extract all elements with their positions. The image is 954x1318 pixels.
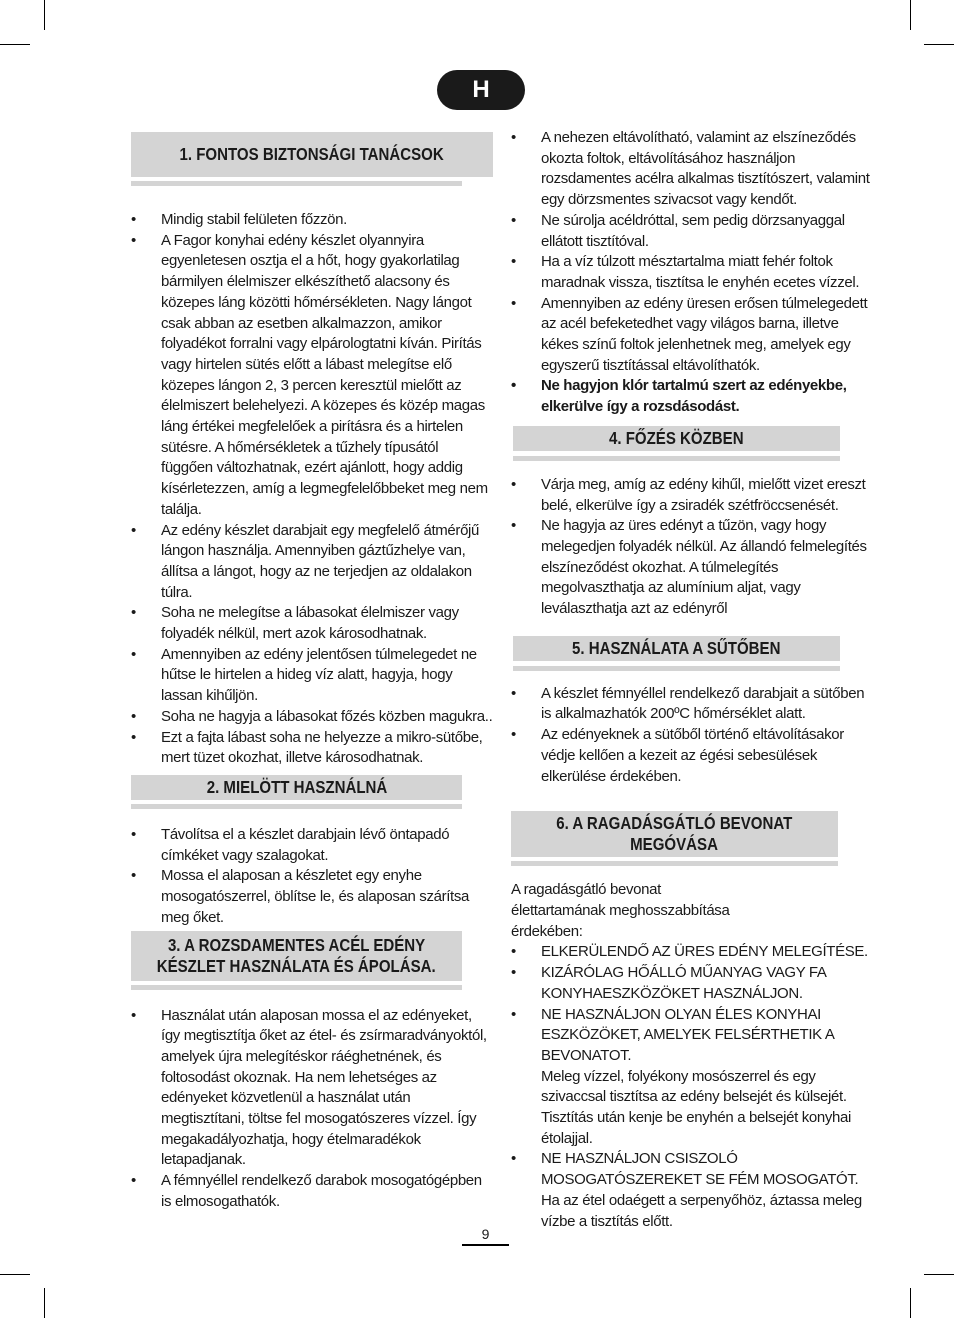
list-item: • A nehezen eltávolítható, valamint az elszíneződés okozta foltok, eltávolításához használjon rozsdamentes acélra alkalmas tisztítószert, valamint egy dörzsmentes szivacsot vagy kendőt. bbox=[511, 128, 873, 211]
section-divider bbox=[131, 181, 462, 186]
list-item bbox=[511, 1149, 873, 1232]
list-item: • Soha ne melegítse a lábasokat élelmiszer vagy folyadék nélkül, mert azok károsodhatnak. bbox=[131, 603, 493, 644]
section-3-list bbox=[131, 1006, 493, 1213]
section-divider bbox=[511, 861, 838, 866]
section-4-list bbox=[511, 475, 873, 620]
section-2-title: 2. MIELÖTT HASZNÁLNÁ bbox=[206, 776, 387, 797]
crop-mark bbox=[44, 1288, 45, 1318]
crop-mark bbox=[0, 44, 30, 45]
language-badge: H bbox=[437, 70, 525, 110]
left-column bbox=[131, 132, 493, 1213]
list-item: • Mossa el alaposan a készletet egy enyhe mosogatószerrel, öblítse le, és alaposan szárítsa meg őket. bbox=[131, 866, 493, 928]
list-item: • A Fagor konyhai edény készlet olyannyira egyenletesen osztja el a hőt, hogy gyakorlatilag bármilyen élelmiszer elkészíthető alacsony és közepes láng közötti hőmérsékleten. Nagy lángot csak abban az esetben alkalmazzon, amikor folyadékot forralni vagy elpárologtatni kíván. Pirítás vagy hirtelen sütés előtt a lábast melegítse elő közepes lángon 2, 3 percen keresztül mielőtt az élelmiszert belehelyezi. A közepes és közép magas láng értékei megfelelőek a pirításra és a hirtelen sütésre. A hőmérsékletek a tűzhely típusától függően változhatnak, ezért ajánlott, hogy addig kísérletezzen, amíg a legmegfelelőbbeket meg nem találja. bbox=[131, 231, 493, 521]
section-5-list bbox=[511, 684, 873, 788]
section-divider bbox=[513, 456, 840, 461]
section-divider bbox=[513, 666, 840, 671]
list-item: • KIZÁRÓLAG HŐÁLLÓ MŰANYAG VAGY FA KONYHAESZKÖZÖKET HASZNÁLJON. bbox=[511, 963, 873, 1004]
section-6-title-line2: MEGÓVÁSA bbox=[630, 834, 719, 855]
section-divider bbox=[131, 804, 462, 809]
section-3-title-line2: KÉSZLET HASZNÁLATA ÉS ÁPOLÁSA. bbox=[157, 955, 436, 976]
list-item-text: • NE HASZNÁLJON CSISZOLÓ MOSOGATÓSZEREKET SE FÉM MOSOGATÓT. bbox=[541, 1150, 859, 1189]
list-item: • Ne súrolja acéldróttal, sem pedig dörzsanyaggal ellátott tisztítóval. bbox=[511, 211, 873, 252]
list-item-note: Meleg vízzel, folyékony mosószerrel és egy szivaccsal tisztítsa az edény belsejét és külsejét. Tisztítás után kenje be enyhén a belsejét konyhai étolajjal. bbox=[541, 1067, 852, 1147]
list-item: • Soha ne hagyja a lábasokat főzés közben magukra.. bbox=[131, 707, 493, 728]
page-number: 9 bbox=[481, 1226, 490, 1242]
list-item-text: • NE HASZNÁLJON OLYAN ÉLES KONYHAI ESZKÖZÖKET, AMELYEK FELSÉRTHETIK A BEVONATOT. bbox=[541, 1005, 834, 1064]
section-5-heading bbox=[513, 636, 840, 661]
section-3-title-line1: 3. A ROZSDAMENTES ACÉL EDÉNY bbox=[167, 934, 426, 955]
section-6-intro: A ragadásgátló bevonat élettartamának meghosszabbítása érdekében: bbox=[511, 881, 730, 940]
list-item: • A fémnyéllel rendelkező darabok mosogatógépben is elmosogathatók. bbox=[131, 1171, 493, 1212]
list-item: • Használat után alaposan mossa el az edényeket, így megtisztítja őket az étel- és zsírmaradványoktól, amelyek újra melegítéskor ráéghetnének, és foltosodást okoznak. Ha nem lehetséges az edényeket közvetlenül a használat után megtisztítani, töltse fel mosogatószeres vízzel. Így megakadályozhatja, hogy ételmaradékok letapadjanak. bbox=[131, 1006, 493, 1172]
list-item: • ELKERÜLENDŐ AZ ÜRES EDÉNY MELEGÍTÉSE. bbox=[511, 942, 873, 963]
list-item-note: Ha az étel odaégett a serpenyőhöz, áztassa meleg vízbe a tisztítás előtt. bbox=[541, 1191, 862, 1230]
list-item: • Mindig stabil felületen főzzön. bbox=[131, 210, 493, 231]
section-4-heading bbox=[513, 426, 840, 451]
section-2-list bbox=[131, 825, 493, 929]
crop-mark bbox=[924, 1274, 954, 1275]
section-3-list-continued bbox=[511, 128, 873, 418]
list-item: • Távolítsa el a készlet darabjain lévő öntapadó címkéket vagy szalagokat. bbox=[131, 825, 493, 866]
section-divider bbox=[131, 985, 462, 990]
section-6-title-line1: 6. A RAGADÁSGÁTLÓ BEVONAT bbox=[556, 813, 793, 834]
list-item: • A készlet fémnyéllel rendelkező darabjait a sütőben is alkalmazhatók 200ºC hőmérséklet alatt. bbox=[511, 684, 873, 725]
section-6-list bbox=[511, 942, 873, 1232]
list-item-emphasis: • Ne hagyjon klór tartalmú szert az edényekbe, elkerülve így a rozsdásodást. bbox=[511, 376, 873, 417]
list-item bbox=[511, 1005, 873, 1150]
section-3-heading bbox=[131, 931, 462, 981]
list-item: • Az edényeknek a sütőből történő eltávolításakor védje kellően a kezeit az égési sebesülések elkerülése érdekében. bbox=[511, 725, 873, 787]
crop-mark bbox=[910, 1288, 911, 1318]
crop-mark bbox=[924, 44, 954, 45]
crop-mark bbox=[910, 0, 911, 30]
list-item: • Amennyiben az edény üresen erősen túlmelegedett az acél befeketedhet vagy világos barna, illetve kékes színű foltok jelenhetnek meg, amelyek egy egyszerű tisztítással eltávolíthatók. bbox=[511, 294, 873, 377]
section-5-title: 5. HASZNÁLATA A SŰTŐBEN bbox=[572, 637, 781, 658]
list-item: • Az edény készlet darabjait egy megfelelő átmérőjű lángon használja. Amennyiben gáztűzhelye van, állítsa a lángot, hogy az ne terjedjen az oldalakon túlra. bbox=[131, 521, 493, 604]
list-item: • Várja meg, amíg az edény kihűl, mielőtt vizet ereszt belé, elkerülve így a zsiradék szétfröccsenését. bbox=[511, 475, 873, 516]
right-column bbox=[511, 128, 873, 1232]
list-item: • Ha a víz túlzott mésztartalma miatt fehér foltok maradnak vissza, tisztítsa le enyhén ecetes vízzel. bbox=[511, 252, 873, 293]
section-1-heading bbox=[131, 132, 493, 177]
list-item: • Ne hagyja az üres edényt a tűzön, vagy hogy melegedjen folyadék nélkül. Az állandó felmelegítés elszíneződést okozhat. A túlmelegítés megolvaszthatja az alumínium aljat, vagy leválaszthatja azt az edényről bbox=[511, 516, 873, 620]
list-item: • Amennyiben az edény jelentősen túlmelegedet ne hűtse le hirtelen a hideg víz alatt, hagyja, hogy lassan kihűljön. bbox=[131, 645, 493, 707]
section-1-title: 1. FONTOS BIZTONSÁGI TANÁCSOK bbox=[179, 144, 445, 164]
crop-mark bbox=[44, 0, 45, 30]
section-2-heading bbox=[131, 775, 462, 800]
list-item: • Ezt a fajta lábast soha ne helyezze a mikro-sütőbe, mert tüzet okozhat, illetve károsodhatnak. bbox=[131, 728, 493, 769]
crop-mark bbox=[0, 1274, 30, 1275]
section-6-heading bbox=[511, 811, 838, 857]
page-number-rule bbox=[462, 1244, 509, 1246]
section-4-title: 4. FŐZÉS KÖZBEN bbox=[609, 427, 744, 448]
section-1-list bbox=[131, 210, 493, 769]
